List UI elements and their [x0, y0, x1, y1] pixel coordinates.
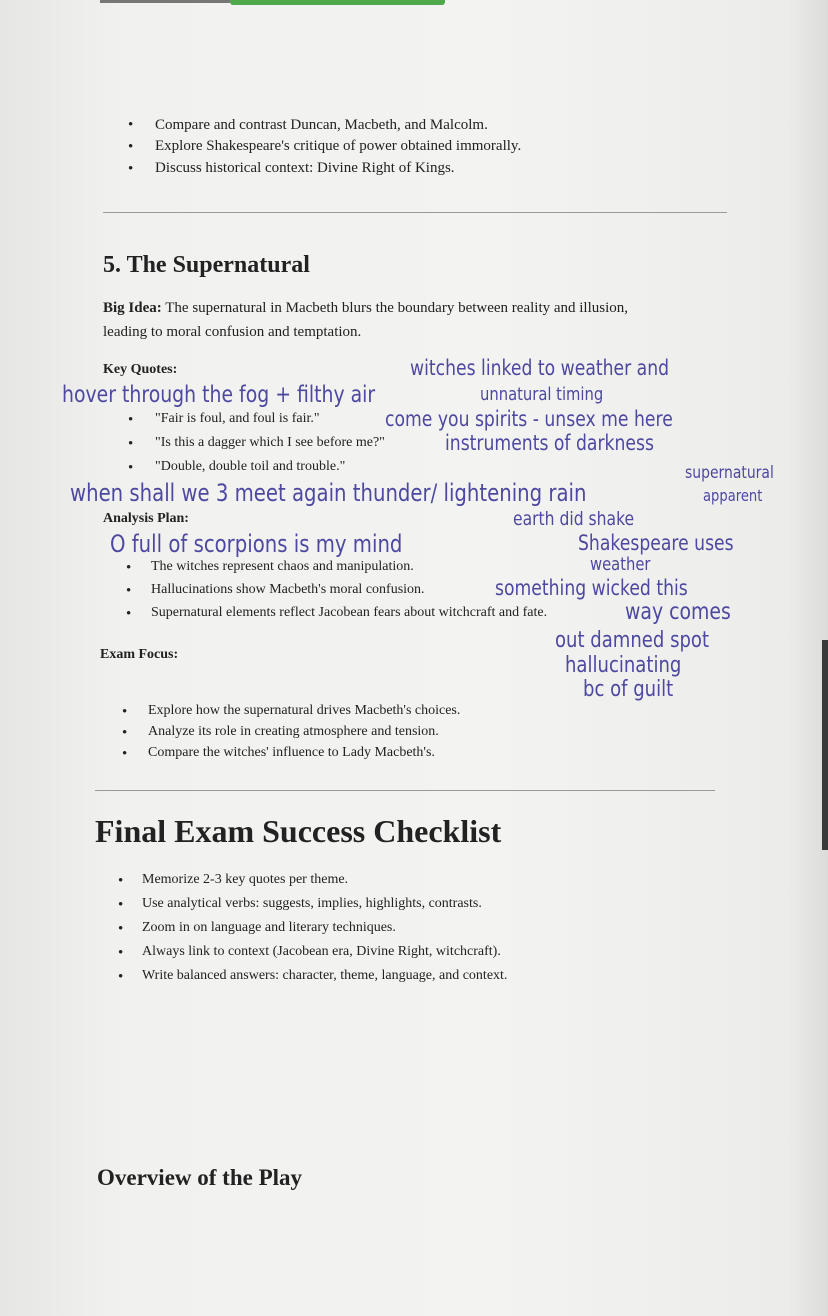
list-item: Analyze its role in creating atmosphere and tension.: [148, 724, 439, 739]
divider: [103, 212, 727, 213]
bullet: •: [122, 725, 128, 741]
bullet: •: [126, 606, 132, 622]
big-idea-text-2: leading to moral confusion and temptation.: [103, 324, 362, 340]
handwritten-note: weather: [590, 554, 651, 575]
overview-title: Overview of the Play: [97, 1165, 303, 1190]
handwritten-note: out damned spot: [555, 628, 710, 653]
big-idea-text: The supernatural in Macbeth blurs the boundary between reality and illusion,: [161, 300, 629, 316]
checklist-item: Use analytical verbs: suggests, implies, highlights, contrasts.: [142, 896, 482, 911]
list-item: Hallucinations show Macbeth's moral confusion.: [151, 582, 425, 597]
bullet: •: [118, 969, 124, 985]
top-edge: [100, 0, 230, 3]
handwritten-note: supernatural: [685, 463, 774, 483]
bullet: •: [128, 139, 134, 155]
handwritten-note: witches linked to weather and: [410, 356, 670, 380]
handwritten-note: hover through the fog + filthy air: [62, 382, 376, 408]
checklist-item: Always link to context (Jacobean era, Divine Right, witchcraft).: [142, 944, 501, 959]
bullet: •: [128, 460, 134, 476]
bullet: •: [122, 704, 128, 720]
handwritten-note: unnatural timing: [480, 384, 604, 405]
section-title: 5. The Supernatural: [103, 252, 310, 278]
divider: [95, 790, 715, 791]
list-item: Discuss historical context: Divine Right of Kings.: [155, 160, 455, 176]
handwritten-note: way comes: [625, 599, 731, 625]
handwritten-note: instruments of darkness: [445, 431, 654, 455]
bullet: •: [128, 161, 134, 177]
handwritten-note: bc of guilt: [583, 677, 674, 702]
list-item: Compare and contrast Duncan, Macbeth, and Malcolm.: [155, 117, 488, 133]
handwritten-note: hallucinating: [565, 653, 682, 678]
bullet: •: [128, 436, 134, 452]
handwritten-note: come you spirits - unsex me here: [385, 407, 673, 431]
big-idea-label: Big Idea:: [103, 300, 162, 316]
bullet: •: [118, 945, 124, 961]
checklist-item: Write balanced answers: character, theme, language, and context.: [142, 968, 508, 983]
list-item: Compare the witches' influence to Lady Macbeth's.: [148, 745, 435, 760]
exam-focus-label: Exam Focus:: [100, 647, 179, 662]
list-item: The witches represent chaos and manipulation.: [151, 559, 414, 574]
list-item: Explore Shakespeare's critique of power obtained immorally.: [155, 138, 522, 154]
quote: "Fair is foul, and foul is fair.": [155, 411, 320, 426]
key-quotes-label: Key Quotes:: [103, 362, 178, 377]
page-edge-shadow: [822, 640, 828, 850]
bullet: •: [128, 117, 134, 133]
bullet: •: [126, 583, 132, 599]
quote: "Double, double toil and trouble.": [155, 459, 346, 474]
bullet: •: [118, 897, 124, 913]
checklist-item: Zoom in on language and literary techniques.: [142, 920, 396, 935]
handwritten-note: Shakespeare uses: [578, 531, 734, 555]
checklist-item: Memorize 2-3 key quotes per theme.: [142, 872, 349, 887]
green-tab: [230, 0, 445, 5]
bullet: •: [118, 921, 124, 937]
handwritten-note: O full of scorpions is my mind: [110, 530, 403, 558]
handwritten-note: something wicked this: [495, 576, 688, 600]
handwritten-note: when shall we 3 meet again thunder/ lightening rain: [70, 479, 587, 507]
bullet: •: [122, 746, 128, 762]
big-idea: [103, 301, 628, 316]
bullet: •: [126, 560, 132, 576]
checklist-title: Final Exam Success Checklist: [95, 813, 502, 849]
quote: "Is this a dagger which I see before me?": [155, 435, 385, 450]
list-item: Supernatural elements reflect Jacobean fears about witchcraft and fate.: [151, 605, 548, 620]
bullet: •: [118, 873, 124, 889]
analysis-label: Analysis Plan:: [103, 511, 189, 526]
list-item: Explore how the supernatural drives Macbeth's choices.: [148, 703, 461, 718]
handwritten-note: earth did shake: [513, 508, 635, 530]
bullet: •: [128, 412, 134, 428]
handwritten-note: apparent: [703, 486, 763, 505]
